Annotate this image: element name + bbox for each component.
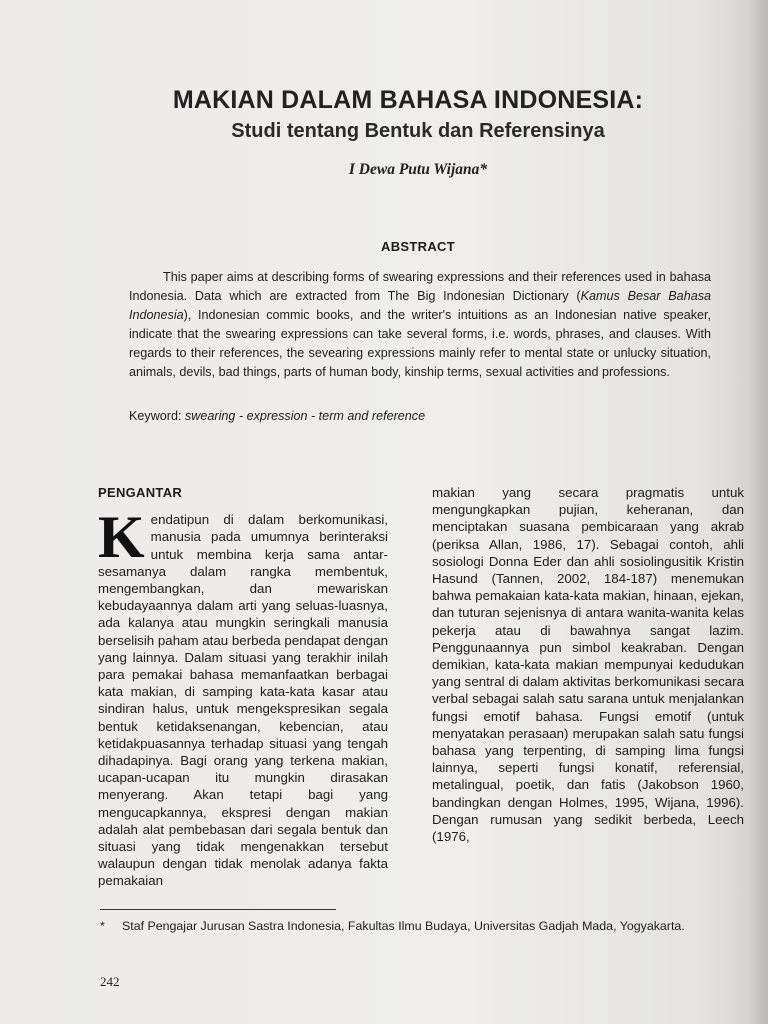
page-edge-shadow [746, 0, 768, 1024]
keyword-value: swearing - expression - term and reference [185, 409, 426, 423]
abstract-text-2: ), Indonesian commic books, and the writer's intuitions as an Indonesian native speaker, indicate that the swearing expressions can take several forms, i.e. words, phrases, and clauses. With regards to their references, the sevearing expressions mainly refer to mental state or unlucky situation, animals, devils, bad things, parts of human body, kinship terms, sexual activities and professions. [129, 307, 711, 379]
body-text-left: endatipun di dalam berkomunikasi, manusia pada umumnya berinteraksi untuk membina kerja sama antar-sesamanya dalam rangka membentuk, mengembangkan, dan mewariskan kebudayaannya dalam arti yang seluas-luasnya, ada kalanya atau mungkin seringkali manusia berselisih paham atau berbeda pendapat dengan yang lainnya. Dalam situasi yang terakhir inilah para pemakai bahasa memanfaatkan berbagai kata makian, di samping kata-kata kasar atau sindiran halus, untuk mengekspresikan segala bentuk ketidaksenangan, kebencian, atau ketidakpuasannya terhadap situasi yang tengah dihadapinya. Bagi orang yang terkena makian, ucapan-ucapan itu mungkin dirasakan menyerang. Akan tetapi bagi yang mengucapkannya, ekspresi dengan makian adalah alat pembebasan dari segala bentuk dan situasi yang tidak mengenakkan tersebut walaupun dengan tidak menolak adanya fakta pemakaian [98, 512, 388, 889]
paper-title: MAKIAN DALAM BAHASA INDONESIA: [172, 86, 644, 114]
footnote-rule [100, 909, 336, 910]
drop-cap: K [98, 504, 145, 571]
page-number: 242 [100, 974, 120, 989]
paper-subtitle: Studi tentang Bentuk dan Referensinya [231, 120, 605, 142]
footnote [100, 918, 748, 934]
abstract-heading: ABSTRACT [381, 239, 455, 254]
footnote-mark: * [100, 919, 105, 933]
abstract-dictionary-title: Kamus Besar Bahasa Indonesia [129, 288, 712, 322]
body-text-right: makian yang secara pragmatis untuk mengungkapkan pujian, keheranan, dan menciptakan suasana pembicaraan yang akrab (periksa Allan, 1986, 17). Sebagai contoh, ahli sosiologi Donna Eder dan ahli sosiolingusitik Kristin Hasund (Tannen, 2002, 184-187) menemukan bahwa pemakaian kata-kata makian, hinaan, ejekan, dan tuturan sejenisnya di antara wanita-wanita kelas pekerja atau di bawahnya sangat lazim. Penggunaannya pun simbol keakraban. Dengan demikian, kata-kata makian mempunyai kedudukan yang sentral di dalam aktivitas berkomunikasi secara verbal sebagai salah satu sarana untuk menjalankan fungsi emotif bahasa. Fungsi emotif (untuk menyatakan perasaan) merupakan salah satu fungsi bahasa yang terpenting, di samping lima fungsi lainnya, seperti fungsi konatif, referensial, metalingual, poetik, dan fatis (Jakobson 1960, bandingkan dengan Holmes, 1995, Wijana, 1996). Dengan rumusan yang sedikit berbeda, Leech (1976, [432, 485, 744, 845]
section-heading: PENGANTAR [98, 485, 183, 500]
body-column-left [98, 484, 388, 890]
author-name: I Dewa Putu Wijana* [348, 161, 488, 178]
body-column-right [432, 484, 744, 845]
abstract-body [129, 268, 711, 381]
keyword-line [129, 409, 711, 423]
footnote-text: Staf Pengajar Jurusan Sastra Indonesia, Fakultas Ilmu Budaya, Universitas Gadjah Mada, Yogyakarta. [122, 919, 685, 933]
keyword-label: Keyword: [129, 409, 182, 423]
abstract-text-1: This paper aims at describing forms of swearing expressions and their references used in bahasa Indonesia. Data which are extracted from The Big Indonesian Dictionary ( [129, 270, 711, 303]
